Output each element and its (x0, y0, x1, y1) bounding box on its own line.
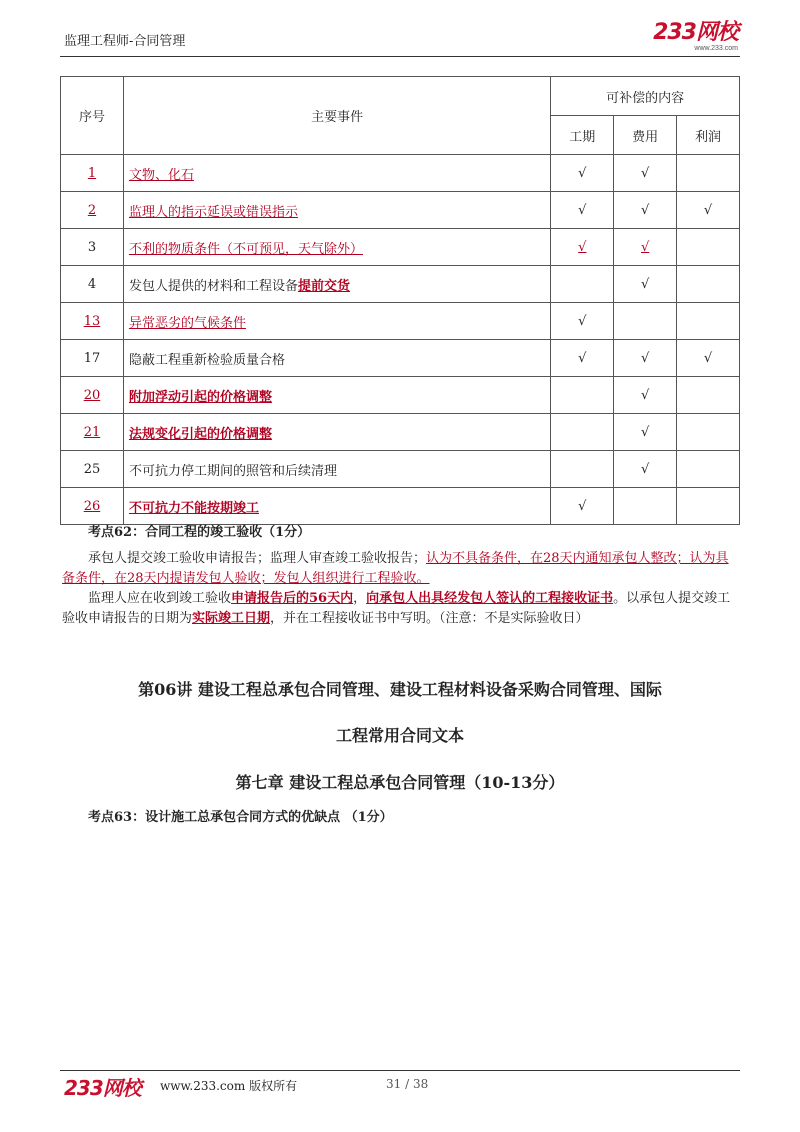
row-seq[interactable] (61, 303, 124, 340)
mark-profit: √ (677, 340, 740, 377)
mark-profit (677, 377, 740, 414)
kp62-p2-text-3: ，并在工程接收证书中写明。（注意：不是实际验收日） (270, 611, 589, 626)
mark-cost: √ (614, 451, 677, 488)
table-row (61, 266, 740, 303)
col-profit-header: 利润 (677, 116, 740, 155)
kp63-title: 考点63：设计施工总承包合同方式的优缺点 （1分） (88, 810, 393, 825)
logo-url: www.233.com (694, 45, 738, 52)
event-text: 文物、化石 (128, 167, 194, 183)
row-seq: 25 (61, 451, 124, 488)
kp62-section (62, 523, 738, 629)
kp62-p2-comma: ， (353, 591, 367, 606)
mark-profit (677, 303, 740, 340)
mark-time (551, 266, 614, 303)
col-cost-header: 费用 (614, 116, 677, 155)
row-event (123, 488, 550, 525)
kp62-paragraph-2 (62, 589, 738, 629)
col-seq-header: 序号 (61, 77, 124, 155)
table-header-row (61, 77, 740, 116)
row-event (123, 192, 550, 229)
row-event (123, 414, 550, 451)
mark-profit (677, 266, 740, 303)
seq-link[interactable]: 26 (83, 498, 101, 514)
table-row (61, 340, 740, 377)
header-divider (60, 56, 740, 57)
mark-time-text: √ (578, 239, 587, 255)
footer-logo: 233网校 (64, 1076, 141, 1100)
mark-time: √ (551, 155, 614, 192)
table-row (61, 229, 740, 266)
table-row (61, 414, 740, 451)
event-text: 发包人提供的材料和工程设备 (128, 278, 298, 294)
row-event (123, 377, 550, 414)
table-row (61, 488, 740, 525)
col-time-header: 工期 (551, 116, 614, 155)
mark-profit (677, 229, 740, 266)
row-seq[interactable] (61, 488, 124, 525)
row-event (123, 303, 550, 340)
kp62-title: 考点62：合同工程的竣工验收（1分） (88, 525, 311, 540)
kp62-p2-completion-date: 实际竣工日期 (192, 611, 271, 626)
event-text: 监理人的指示延误或错误指示 (128, 204, 298, 220)
footer-divider (60, 1070, 740, 1071)
row-event (123, 266, 550, 303)
mark-cost (614, 488, 677, 525)
brand-logo (653, 22, 738, 52)
row-event: 隐蔽工程重新检验质量合格 (123, 340, 550, 377)
table-row (61, 377, 740, 414)
row-event (123, 229, 550, 266)
event-text: 附加浮动引起的价格调整 (128, 389, 272, 405)
mark-time (551, 451, 614, 488)
event-text: 不利的物质条件（不可预见，天气除外） (128, 241, 363, 257)
row-seq: 3 (61, 229, 124, 266)
mark-time: √ (551, 192, 614, 229)
seq-link[interactable]: 2 (87, 202, 97, 218)
row-seq[interactable] (61, 377, 124, 414)
mark-cost: √ (614, 340, 677, 377)
kp62-p1-text: 承包人提交竣工验收申请报告；监理人审查竣工验收报告； (88, 551, 427, 566)
mark-profit (677, 155, 740, 192)
event-text: 不可抗力不能按期竣工 (128, 500, 259, 516)
mark-cost: √ (614, 266, 677, 303)
header-title: 监理工程师-合同管理 (64, 34, 186, 49)
compensation-table (60, 76, 740, 525)
mark-cost: √ (614, 414, 677, 451)
event-text: 法规变化引起的价格调整 (128, 426, 272, 442)
logo-text: 233网校 (653, 20, 738, 45)
mark-time (551, 377, 614, 414)
row-seq: 4 (61, 266, 124, 303)
mark-cost-text: √ (641, 239, 650, 255)
page-number: 31 / 38 (386, 1077, 429, 1091)
mark-time: √ (551, 340, 614, 377)
footer-copyright: www.233.com 版权所有 (160, 1079, 298, 1093)
event-highlight: 提前交货 (297, 278, 350, 294)
mark-profit (677, 488, 740, 525)
mark-profit (677, 451, 740, 488)
lecture-heading-line-2: 工程常用合同文本 (335, 726, 464, 745)
row-seq: 17 (61, 340, 124, 377)
seq-link[interactable]: 13 (83, 313, 101, 329)
kp62-p2-text-2: 。以承包人提交竣工验收申请报告的日期为 (62, 591, 731, 626)
kp62-p2-certificate: 向承包人出具经发包人签认的工程接收证书 (366, 591, 614, 606)
mark-time (551, 414, 614, 451)
seq-link[interactable]: 1 (87, 165, 97, 181)
mark-profit: √ (677, 192, 740, 229)
seq-link[interactable]: 20 (83, 387, 101, 403)
mark-profit (677, 414, 740, 451)
kp62-p2-deadline: 申请报告后的56天内 (231, 591, 354, 606)
lecture-heading-line-1: 第06讲 建设工程总承包合同管理、建设工程材料设备采购合同管理、国际 (138, 680, 662, 699)
table-row (61, 303, 740, 340)
table-row (61, 192, 740, 229)
mark-time: √ (551, 488, 614, 525)
mark-cost: √ (614, 377, 677, 414)
row-seq[interactable] (61, 155, 124, 192)
row-event (123, 155, 550, 192)
mark-cost (614, 303, 677, 340)
col-compensation-header: 可补偿的内容 (551, 77, 740, 116)
kp62-p2-text: 监理人应在收到竣工验收 (88, 591, 232, 606)
kp62-p1-highlight: 认为不具备条件，在28天内通知承包人整改；认为具备条件，在28天内提请发包人验收；发包人组织进行工程验收。 (62, 551, 729, 586)
mark-time: √ (551, 303, 614, 340)
seq-link[interactable]: 21 (83, 424, 101, 440)
chapter-heading: 第七章 建设工程总承包合同管理（10-13分） (235, 773, 565, 792)
kp62-paragraph-1 (62, 549, 738, 589)
mark-cost (614, 229, 677, 266)
row-event: 不可抗力停工期间的照管和后续清理 (123, 451, 550, 488)
mark-time (551, 229, 614, 266)
mark-cost: √ (614, 155, 677, 192)
event-text: 异常恶劣的气候条件 (128, 315, 246, 331)
mark-cost: √ (614, 192, 677, 229)
table-row (61, 451, 740, 488)
row-seq[interactable] (61, 414, 124, 451)
table-row (61, 155, 740, 192)
col-event-header: 主要事件 (123, 77, 550, 155)
row-seq[interactable] (61, 192, 124, 229)
